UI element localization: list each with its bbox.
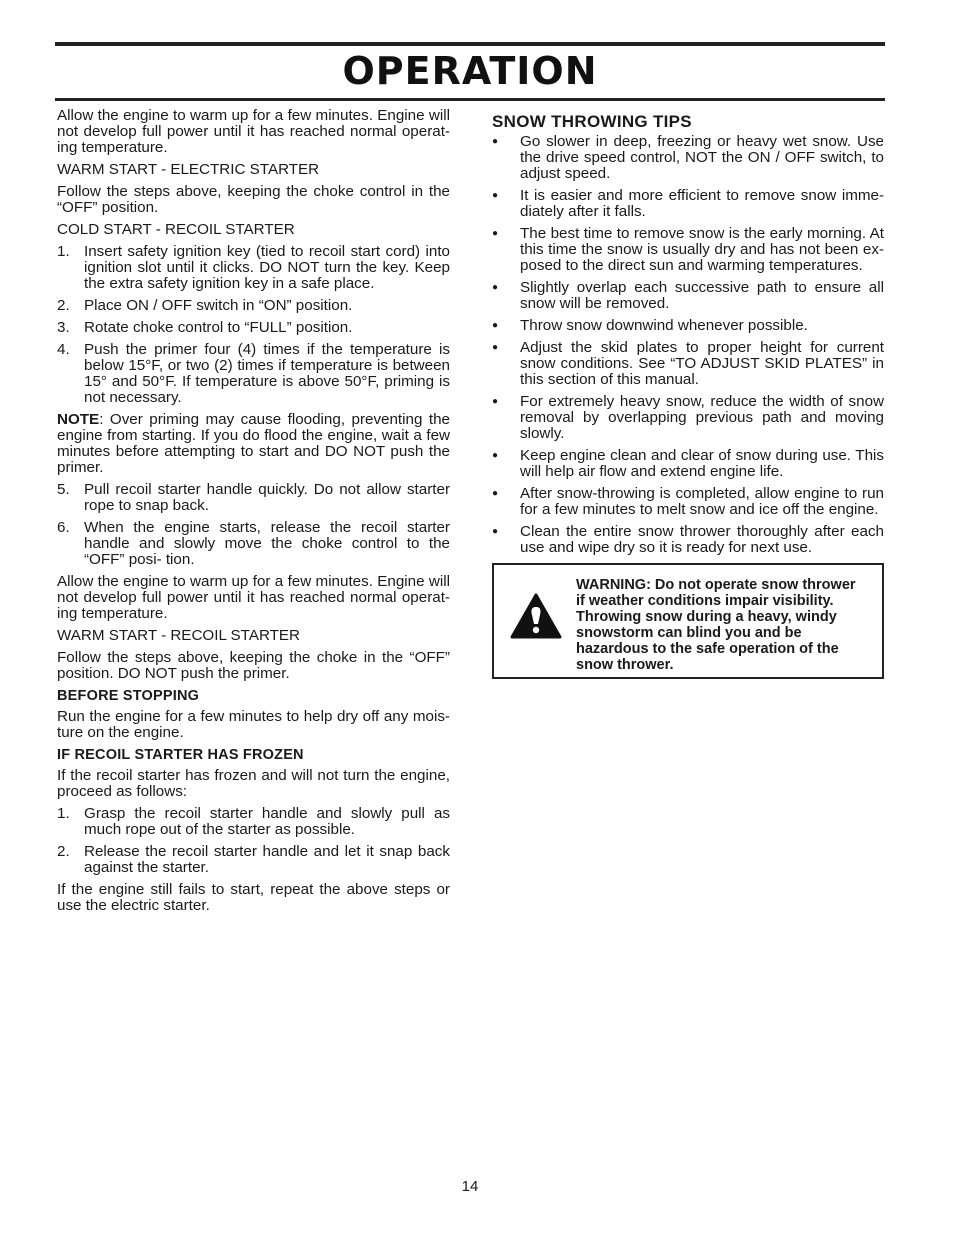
paragraph: If the recoil starter has frozen and will not turn the engine, proceed as follows: bbox=[57, 767, 450, 800]
bullet-item bbox=[492, 318, 884, 334]
list-text: Rotate choke control to “FULL” position. bbox=[84, 319, 353, 336]
bullet-item bbox=[492, 486, 884, 518]
list-number: 2. bbox=[57, 297, 70, 314]
list-text: Place ON / OFF switch in “ON” position. bbox=[84, 297, 353, 314]
list-item bbox=[57, 244, 450, 292]
list-item bbox=[57, 482, 450, 514]
bullet-item bbox=[492, 394, 884, 442]
bullet-item bbox=[492, 134, 884, 182]
list-item bbox=[57, 342, 450, 406]
paragraph: Allow the engine to warm up for a few minutes. Engine will not develop full power until it has reached normal operat- ing temperature. bbox=[57, 573, 450, 622]
bullet-icon: ● bbox=[492, 282, 499, 293]
title-top-rule bbox=[55, 42, 885, 46]
bullet-icon: ● bbox=[492, 526, 499, 537]
bullet-text: Adjust the skid plates to proper height for current snow conditions. See “TO ADJUST SKID PLATES” in this section of this manual. bbox=[520, 339, 884, 388]
bullet-item bbox=[492, 524, 884, 556]
bullet-text: After snow-throwing is completed, allow engine to run for a few minutes to melt snow and ice off the engine. bbox=[520, 485, 884, 518]
bullet-icon: ● bbox=[492, 136, 499, 147]
left-column bbox=[57, 108, 450, 920]
list-number: 6. bbox=[57, 519, 70, 536]
paragraph: Allow the engine to warm up for a few minutes. Engine will not develop full power until it has reached normal operat- ing temperature. bbox=[57, 107, 450, 156]
bullet-icon: ● bbox=[492, 450, 499, 461]
list-item bbox=[57, 844, 450, 876]
note-paragraph bbox=[57, 412, 450, 476]
bullet-text: The best time to remove snow is the early morning. At this time the snow is usually dry and has not been ex- posed to the direct sun and warming temperatures. bbox=[520, 225, 884, 274]
bullet-text: Clean the entire snow thrower thoroughly after each use and wipe dry so it is ready for next use. bbox=[520, 523, 884, 556]
note-label: NOTE bbox=[57, 411, 100, 428]
bullet-icon: ● bbox=[492, 396, 499, 407]
list-text: Pull recoil starter handle quickly. Do not allow starter rope to snap back. bbox=[84, 481, 450, 514]
bullet-icon: ● bbox=[492, 488, 499, 499]
warning-triangle-icon bbox=[510, 593, 562, 639]
bullet-text: Throw snow downwind whenever possible. bbox=[520, 317, 808, 334]
section-heading: SNOW THROWING TIPS bbox=[492, 112, 692, 131]
bullet-item bbox=[492, 188, 884, 220]
bullet-text: It is easier and more efficient to remove snow imme- diately after it falls. bbox=[520, 187, 884, 220]
bullet-icon: ● bbox=[492, 190, 499, 201]
bullet-item bbox=[492, 226, 884, 274]
list-text: When the engine starts, release the recoil starter handle and slowly move the choke control to the “OFF” posi- tion. bbox=[84, 519, 450, 568]
bullet-item bbox=[492, 340, 884, 388]
section-heading: IF RECOIL STARTER HAS FROZEN bbox=[57, 747, 304, 763]
bullet-item bbox=[492, 448, 884, 480]
section-heading: BEFORE STOPPING bbox=[57, 688, 200, 704]
bullet-text: Keep engine clean and clear of snow during use. This will help air flow and extend engine life. bbox=[520, 447, 884, 480]
list-number: 3. bbox=[57, 319, 70, 336]
subheading: COLD START - RECOIL STARTER bbox=[57, 221, 295, 238]
list-number: 4. bbox=[57, 341, 70, 358]
page-title: OPERATION bbox=[342, 49, 598, 93]
list-item bbox=[57, 520, 450, 568]
list-text: Release the recoil starter handle and let it snap back against the starter. bbox=[84, 843, 450, 876]
note-text: : Over priming may cause flooding, preventing the engine from starting. If you do flood the engine, wait a few minutes before attempting to start and DO NOT push the primer. bbox=[57, 411, 450, 476]
right-column bbox=[492, 114, 884, 562]
list-item bbox=[57, 806, 450, 838]
list-text: Push the primer four (4) times if the temperature is below 15°F, or two (2) times if temperature is between 15° and 50°F. If temperature is above 50°F, priming is not necessary. bbox=[84, 341, 450, 406]
list-item bbox=[57, 320, 450, 336]
bullet-text: Slightly overlap each successive path to ensure all snow will be removed. bbox=[520, 279, 884, 312]
bullet-text: For extremely heavy snow, reduce the width of snow removal by overlapping previous path and moving slowly. bbox=[520, 393, 884, 442]
bullet-item bbox=[492, 280, 884, 312]
paragraph: If the engine still fails to start, repeat the above steps or use the electric starter. bbox=[57, 881, 450, 914]
bullet-icon: ● bbox=[492, 342, 499, 353]
warning-box bbox=[492, 563, 884, 679]
list-number: 2. bbox=[57, 843, 70, 860]
warning-text: WARNING: Do not operate snow thrower if weather conditions impair visibility. Throwing snow during a heavy, windy snowstorm can blind you and be hazardous to the safe operation of the snow thrower. bbox=[576, 577, 856, 673]
paragraph: Follow the steps above, keeping the choke in the “OFF” position. DO NOT push the primer. bbox=[57, 649, 450, 682]
subheading: WARM START - ELECTRIC STARTER bbox=[57, 161, 320, 178]
list-text: Insert safety ignition key (tied to recoil start cord) into ignition slot until it clicks. DO NOT turn the key. Keep the extra safety ignition key in a safe place. bbox=[84, 243, 450, 292]
page-number: 14 bbox=[461, 1178, 479, 1195]
list-text: Grasp the recoil starter handle and slowly pull as much rope out of the starter as possible. bbox=[84, 805, 450, 838]
list-number: 1. bbox=[57, 243, 70, 260]
bullet-text: Go slower in deep, freezing or heavy wet snow. Use the drive speed control, NOT the ON / OFF switch, to adjust speed. bbox=[520, 133, 884, 182]
list-number: 5. bbox=[57, 481, 70, 498]
bullet-icon: ● bbox=[492, 228, 499, 239]
paragraph: Follow the steps above, keeping the choke control in the “OFF” position. bbox=[57, 183, 450, 216]
list-number: 1. bbox=[57, 805, 70, 822]
subheading: WARM START - RECOIL STARTER bbox=[57, 627, 301, 644]
paragraph: Run the engine for a few minutes to help dry off any mois- ture on the engine. bbox=[57, 708, 450, 741]
title-bottom-rule bbox=[55, 98, 885, 101]
list-item bbox=[57, 298, 450, 314]
bullet-icon: ● bbox=[492, 320, 499, 331]
